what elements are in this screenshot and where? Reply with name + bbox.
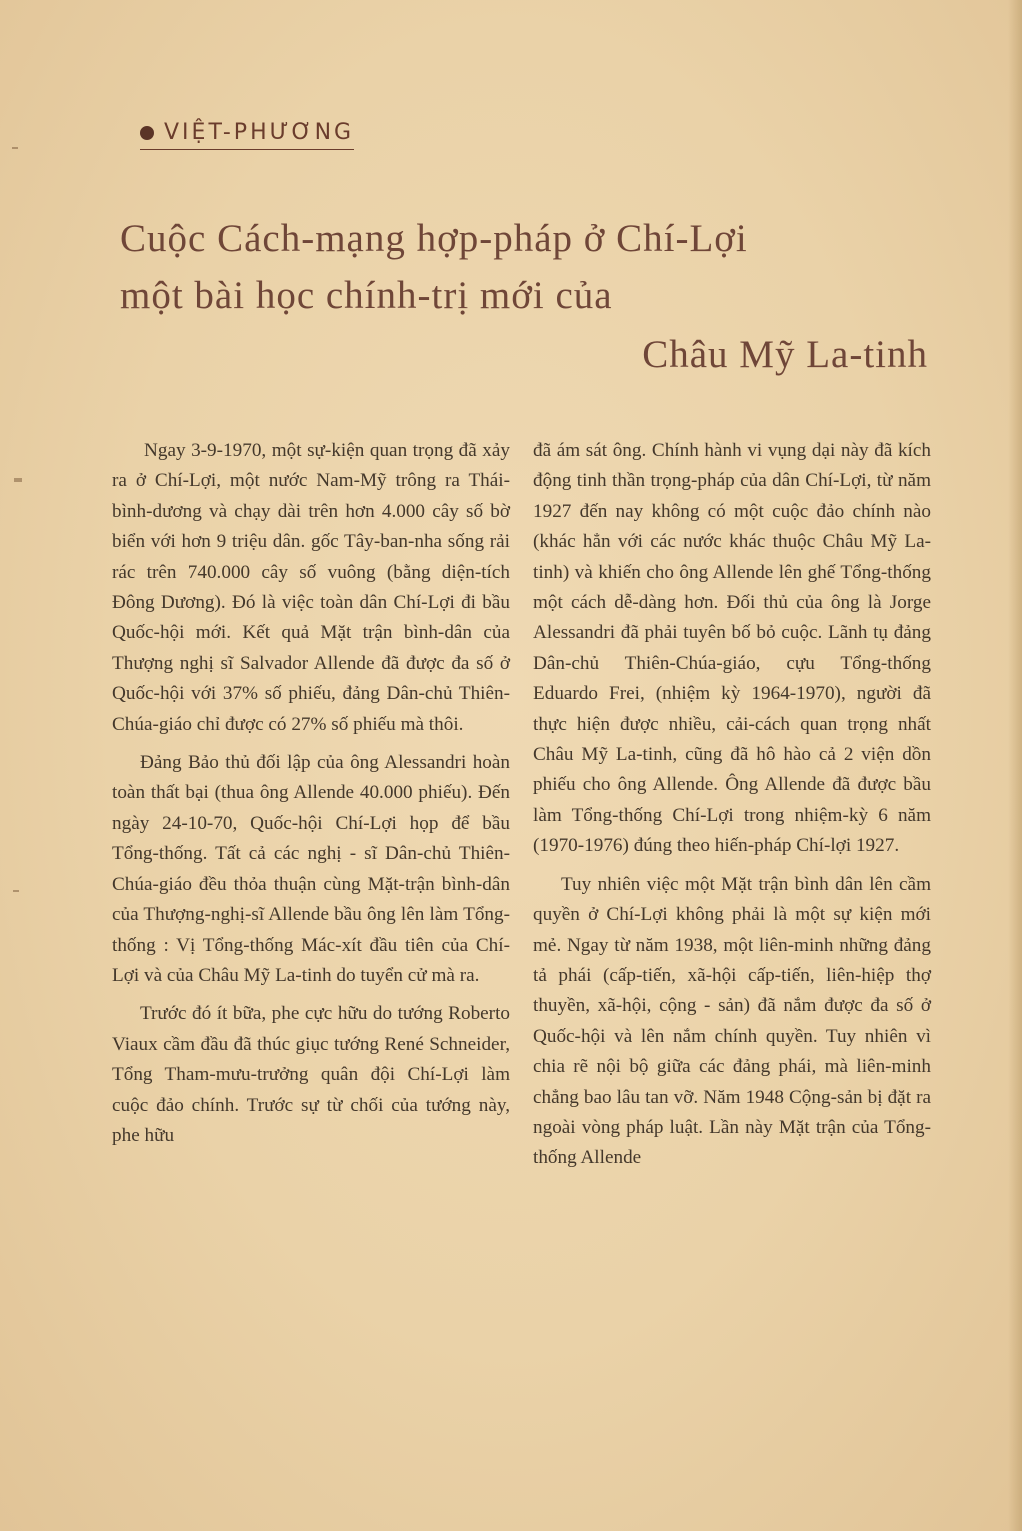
filled-circle-icon <box>140 126 154 140</box>
paragraph: Đảng Bảo thủ đối lập của ông Alessandri hoàn toàn thất bại (thua ông Allende 40.000 phiếu). Đến ngày 24-10-70, Quốc-hội Chí-Lợi họp để bầu Tổng-thống. Tất cả các nghị - sĩ Dân-chủ Thiên-Chúa-giáo đều thỏa thuận cùng Mặt-trận bình-dân của Thượng-nghị-sĩ Allende bầu ông lên làm Tổng-thống : Vị Tổng-thống Mác-xít đầu tiên của Chí-Lợi và của Châu Mỹ La-tinh do tuyển cử mà ra. <box>112 752 510 986</box>
author-byline <box>140 120 354 150</box>
paper-speck <box>13 890 19 892</box>
paragraph-continued: đã ám sát ông. Chính hành vi vụng dại này đã kích động tinh thần trọng-pháp của dân Chí-Lợi, từ năm 1927 đến nay không có một cuộc đảo chính nào (khác hẳn với các nước khác thuộc Châu Mỹ La-tinh) và khiến cho ông Allende lên ghế Tổng-thống một cách dễ-dàng hơn. Đối thủ của ông là Jorge Alessandri đã phải tuyên bố bỏ cuộc. Lãnh tụ đảng Dân-chủ Thiên-Chúa-giáo, cựu Tổng-thống Eduardo Frei, (nhiệm kỳ 1964-1970), người đã thực hiện được nhiều, cải-cách quan trọng nhất Châu Mỹ La-tinh, cũng đã hô hào cả 2 viện dồn phiếu cho ông Allende. Ông Allende đã được bầu làm Tổng-thống Chí-Lợi trong nhiệm-kỳ 6 năm (1970-1976) đúng theo hiến-pháp Chí-lợi 1927. <box>533 440 931 857</box>
page-edge-shadow <box>1008 0 1022 1531</box>
paper-speck <box>14 478 22 482</box>
title-line-2: một bài học chính-trị mới của <box>120 274 613 317</box>
right-column <box>533 436 931 1182</box>
author-name: VIỆT-PHƯƠNG <box>164 120 355 145</box>
title-line-3: Châu Mỹ La-tinh <box>642 333 928 376</box>
left-column <box>112 436 510 1159</box>
title-line-1: Cuộc Cách-mạng hợp-pháp ở Chí-Lợi <box>120 217 748 260</box>
article-title <box>120 210 940 383</box>
paragraph: Ngay 3-9-1970, một sự-kiện quan trọng đã xảy ra ở Chí-Lợi, một nước Nam-Mỹ trông ra Thái-bình-dương và chạy dài trên hơn 4.000 cây số bờ biển với hơn 9 triệu dân. gốc Tây-ban-nha sống rải rác trên 740.000 cây số vuông (bằng diện-tích Đông Dương). Đó là việc toàn dân Chí-Lợi đi bầu Quốc-hội mới. Kết quả Mặt trận bình-dân của Thượng nghị sĩ Salvador Allende đã được đa số ở Quốc-hội với 37% số phiếu, đảng Dân-chủ Thiên-Chúa-giáo chỉ được có 27% số phiếu mà thôi. <box>112 440 510 735</box>
paragraph: Trước đó ít bữa, phe cực hữu do tướng Roberto Viaux cầm đầu đã thúc giục tướng René Schneider, Tổng Tham-mưu-trưởng quân đội Chí-Lợi làm cuộc đảo chính. Trước sự từ chối của tướng này, phe hữu <box>112 1003 510 1146</box>
paper-speck <box>12 147 18 149</box>
paragraph: Tuy nhiên việc một Mặt trận bình dân lên cầm quyền ở Chí-Lợi không phải là một sự kiện mới mẻ. Ngay từ năm 1938, một liên-minh những đảng tả phái (cấp-tiến, xã-hội cấp-tiến, liên-hiệp thợ thuyền, xã-hội, cộng - sản) đã nắm được đa số ở Quốc-hội và lên nắm chính quyền. Tuy nhiên vì chia rẽ nội bộ giữa các đảng phái, mà liên-minh chẳng bao lâu tan vỡ. Năm 1948 Cộng-sản bị đặt ra ngoài vòng pháp luật. Lần này Mặt trận của Tổng-thống Allende <box>533 873 931 1169</box>
